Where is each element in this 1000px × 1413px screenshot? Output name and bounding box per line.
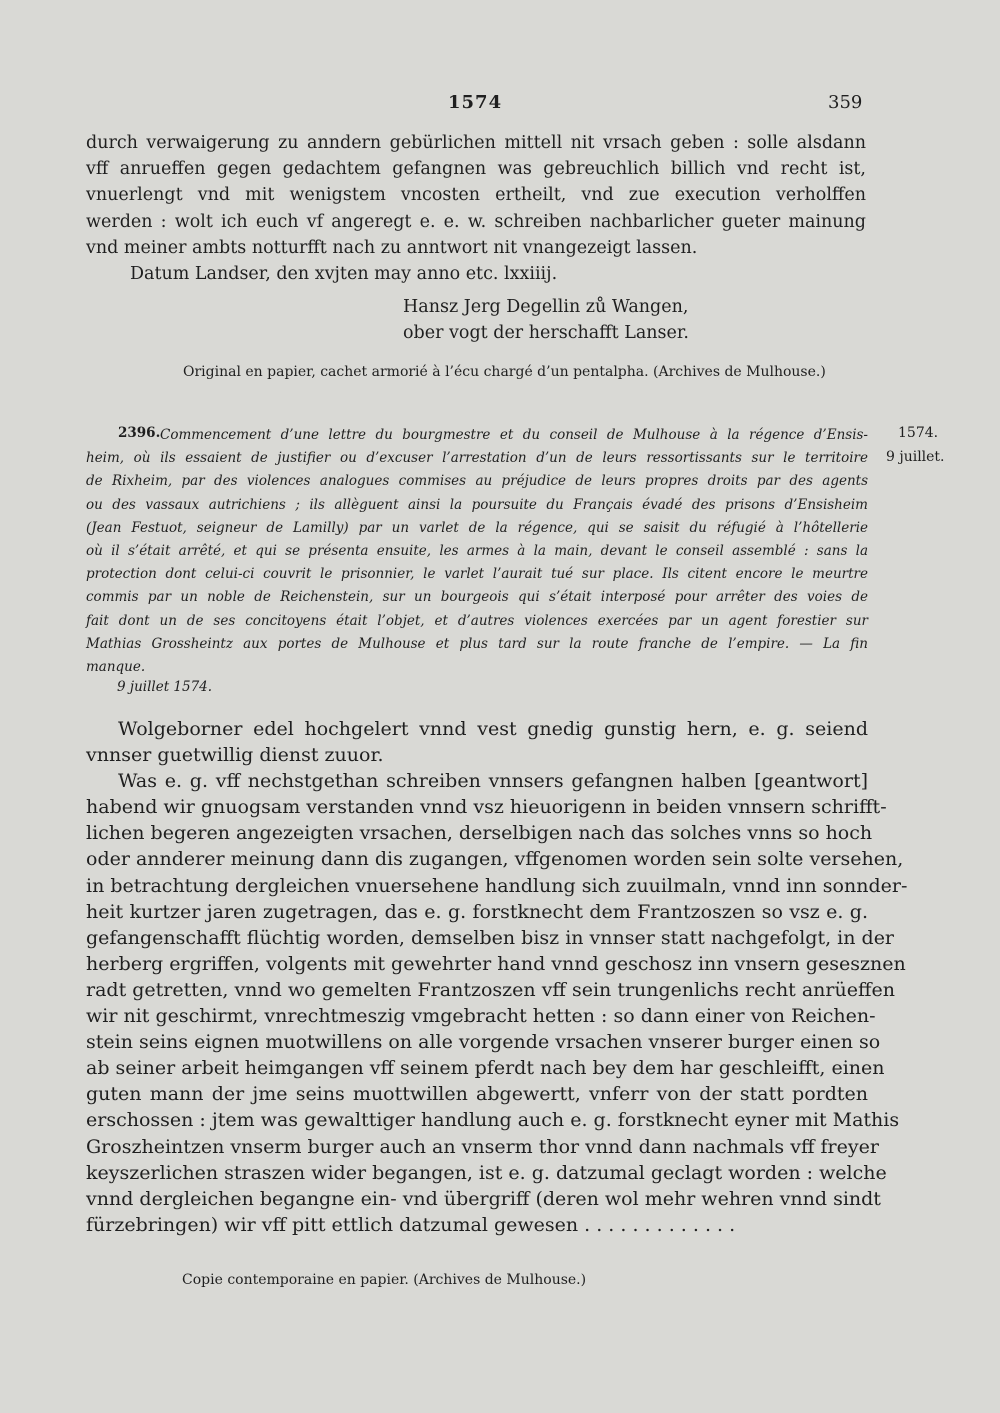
- text-line: in betrachtung dergleichen vnuersehene handlung sich zuuilmaln, vnnd inn sonnder-: [86, 874, 908, 897]
- text-line: Groszheintzen vnserm burger auch an vnserm thor vnnd dann nachmals vff freyer: [86, 1135, 879, 1158]
- signature-line: Hansz Jerg Degellin zů Wangen,: [403, 297, 689, 317]
- text-line: heit kurtzer jaren zugetragen, das e. g. forstknecht dem Frantzoszen so vsz e. g.: [86, 900, 868, 923]
- text-line: keyszerlichen straszen wider begangen, ist e. g. datzumal geclagt worden : welche: [86, 1161, 887, 1184]
- text-line: stein seins eignen muotwillens on alle vorgende vrsachen vnserer burger einen so: [86, 1031, 881, 1054]
- text-line: radt getretten, vnnd wo gemelten Frantzoszen vff sein trungenlichs recht anrüeffen: [86, 978, 895, 1001]
- source-note: Copie contemporaine en papier. (Archives de Mulhouse.): [182, 1272, 587, 1288]
- text-line: vff anrueffen gegen gedachtem gefangnen was gebreuchlich billich vnd recht ist,: [86, 159, 866, 180]
- summary-line: de Rixheim, par des violences analogues commises au préjudice de leurs propres droits par des agents: [86, 473, 868, 490]
- text-line: werden : wolt ich euch vf angeregt e. e. w. schreiben nachbarlicher gueter mainung: [86, 211, 866, 232]
- summary-line: ou des vassaux autrichiens ; ils allèguent ainsi la poursuite du Français évadé des prisons d’Ensisheim: [86, 496, 868, 513]
- text-line: fürzebringen) wir vff pitt ettlich datzumal gewesen . . . . . . . . . . . . .: [86, 1213, 736, 1236]
- margin-date: 9 juillet.: [886, 449, 945, 465]
- margin-year: 1574.: [898, 425, 939, 441]
- text-line: wir nit geschirmt, vnrechtmeszig vmgebracht hetten : so dann einer von Reichen-: [86, 1005, 876, 1028]
- text-line: Wolgeborner edel hochgelert vnnd vest gnedig gunstig hern, e. g. seiend: [118, 718, 868, 740]
- text-line: gefangenschafft flüchtig worden, demselben bisz in vnnser statt nachgefolgt, in der: [86, 926, 895, 949]
- text-line: vnuerlengt vnd mit wenigstem vncosten ertheilt, vnd zue execution verholffen: [86, 185, 866, 206]
- text-line: oder annderer meinung dann dis zugangen, vffgenomen worden sein solte versehen,: [86, 848, 904, 871]
- running-head-year: 1574: [448, 92, 503, 113]
- entry-date: 9 juillet 1574.: [117, 679, 213, 695]
- entry-number: 2396.: [118, 425, 161, 441]
- dating-line: Datum Landser, den xvjten may anno etc. lxxiiij.: [130, 264, 558, 285]
- summary-line: heim, où ils essaient de justifier ou d’excuser l’arrestation d’un de leurs ressortissants sur le territoire: [86, 450, 868, 467]
- letter-continuation: [86, 130, 866, 287]
- summary-line: où il s’était arrêté, et qui se présenta ensuite, les armes à la main, devant le conseil assemblé : sans la: [86, 543, 868, 560]
- page-number: 359: [828, 92, 863, 113]
- signature-line: ober vogt der herschafft Lanser.: [403, 323, 689, 343]
- text-line: Was e. g. vff nechstgethan schreiben vnnsers gefangnen halben [geantwort]: [118, 770, 868, 793]
- summary-line: manque.: [86, 659, 146, 676]
- text-line: vnnd dergleichen begangne ein- vnd übergriff (deren wol mehr wehren vnnd sindt: [86, 1187, 881, 1210]
- summary-line: fait dont un de ses concitoyens était l’objet, et d’autres violences exercées par un agent forestier sur: [86, 612, 868, 629]
- text-line: habend wir gnuogsam verstanden vnnd vsz hieuorigenn in beiden vnnsern schrifft-: [86, 796, 887, 819]
- summary-line: (Jean Festuot, seigneur de Lamilly) par un varlet de la régence, qui se saisit du réfugié à l’hôtellerie: [86, 519, 868, 536]
- summary-line: Commencement d’une lettre du bourgmestre et du conseil de Mulhouse à la régence d’Ensis-: [160, 427, 868, 443]
- text-line: vnnser guetwillig dienst zuuor.: [86, 744, 384, 767]
- text-line: erschossen : jtem was gewalttiger handlung auch e. g. forstknecht eyner mit Mathis: [86, 1109, 900, 1132]
- summary-line: protection dont celui-ci couvrit le prisonnier, le varlet l’aurait tué sur place. Ils citent encore le meurtre: [86, 566, 868, 583]
- summary-line: Mathias Grossheintz aux portes de Mulhouse et plus tard sur la route franche de l’empire. — La fin: [86, 635, 868, 652]
- entry-summary: [86, 424, 868, 679]
- letter-text: [86, 716, 908, 1238]
- text-line: ab seiner arbeit heimgangen vff seinem pferdt nach bey dem har geschleifft, einen: [86, 1057, 885, 1080]
- summary-line: commis par un noble de Reichenstein, sur un bourgeois qui s’était interposé pour arrêter des voies de: [86, 589, 868, 606]
- source-note: Original en papier, cachet armorié à l’écu chargé d’un pentalpha. (Archives de Mulhouse.): [183, 364, 826, 380]
- text-line: herberg ergriffen, volgents mit gewehrter hand vnnd geschosz inn vnsern gesesznen: [86, 952, 906, 975]
- text-line: guten mann der jme seins muottwillen abgewertt, vnferr von der statt pordten: [86, 1083, 868, 1106]
- text-line: lichen begeren angezeigten vrsachen, derselbigen nach das solches vnns so hoch: [86, 822, 873, 845]
- text-line: vnd meiner ambts notturfft nach zu anntwort nit vnangezeigt lassen.: [86, 237, 698, 258]
- text-line: durch verwaigerung zu anndern gebürlichen mittell nit vrsach geben : solle alsdann: [86, 133, 866, 153]
